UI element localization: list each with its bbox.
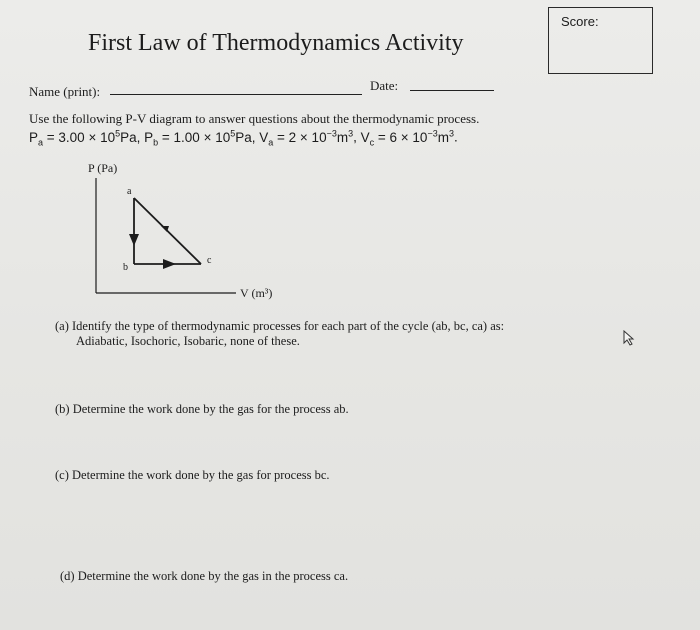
question-a-options: Adiabatic, Isochoric, Isobaric, none of these. [76,334,300,348]
page-title: First Law of Thermodynamics Activity [88,30,464,56]
point-c-label: c [207,255,212,266]
question-c: (c) Determine the work done by the gas for process bc. [55,468,330,482]
date-label: Date: [370,78,399,93]
process-ab-arrow [129,234,139,246]
given-pa: $P_a = 3.00 \times 10^5Pa$, [29,128,145,148]
given-pb: $P_b = 1.00 \times 10^5Pa$, [144,128,260,148]
p-axis-label: P (Pa) [88,161,118,175]
point-a-label: a [127,186,132,197]
question-a: (a) Identify the type of thermodynamic processes for each part of the cycle (ab, bc, ca) as: [55,319,505,333]
process-ca-line [134,198,201,264]
instructions: Use the following P-V diagram to answer questions about the thermodynamic process. [29,111,480,126]
process-bc-arrow [163,259,176,269]
given-va: $V_a = 2 \times 10^{-3}m^3$ [259,128,354,148]
question-d: (d) Determine the work done by the gas in the process ca. [60,569,349,583]
v-axis-label: V (m³) [240,286,273,300]
given-values: $P_a = 3.00 \times 10^5Pa$, $P_b = 1.00 \times 10^5Pa$, $V_a = 2 \times 10^{-3}m^3$, $V_c = 6 \times 10^{-3}m^3$. [29,128,458,148]
point-b-label: b [123,262,128,273]
mouse-cursor-icon [622,330,638,346]
given-vc: $V_c = 6 \times 10^{-3}m^3$ [360,128,454,148]
question-b: (b) Determine the work done by the gas for the process ab. [55,402,349,416]
score-label: Score: [561,14,599,29]
name-label: Name (print): [29,84,101,99]
